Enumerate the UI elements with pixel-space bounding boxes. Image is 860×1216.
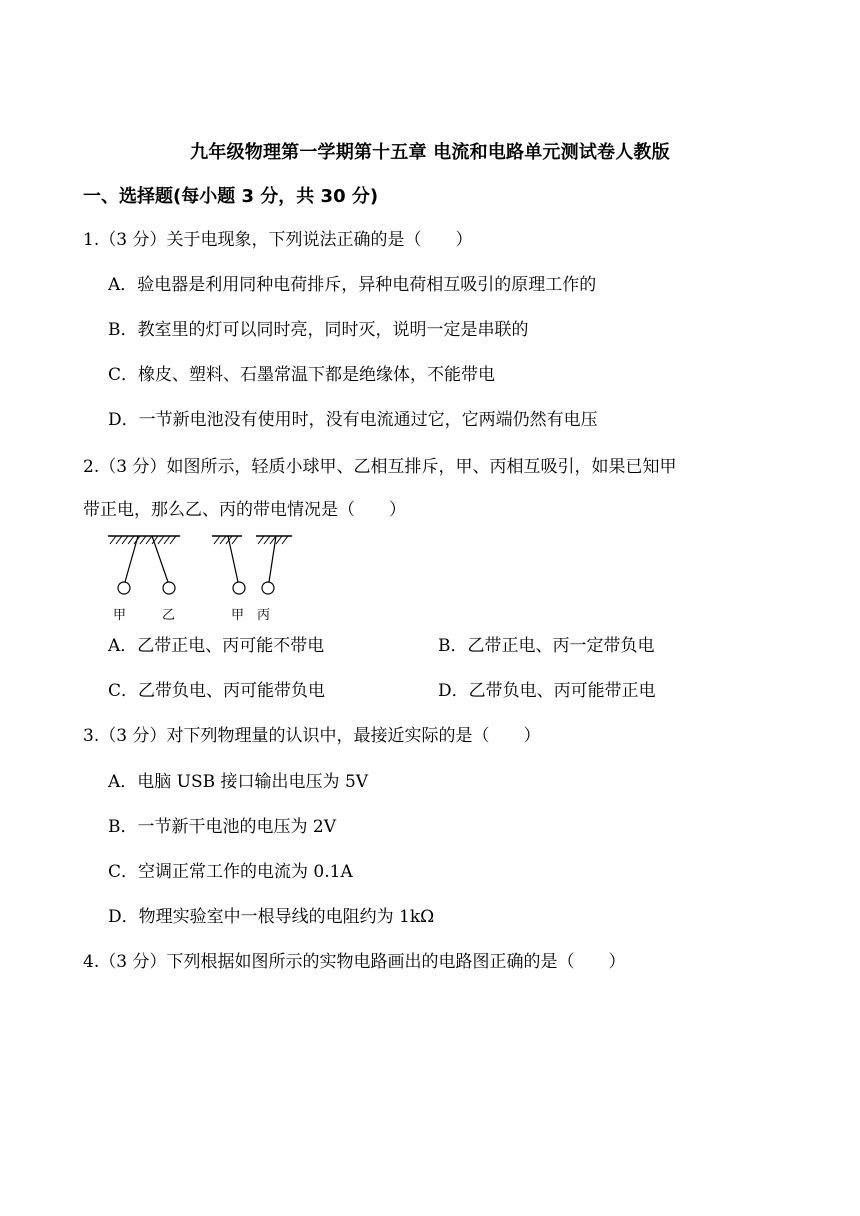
question-1-option-b: B．教室里的灯可以同时亮，同时灭，说明一定是串联的 <box>108 320 529 340</box>
pendulum-diagram <box>104 532 304 622</box>
document-title: 九年级物理第一学期第十五章 电流和电路单元测试卷人教版 <box>190 142 670 163</box>
ball-jia-1 <box>118 582 130 594</box>
charged-balls-figure <box>104 532 304 622</box>
question-3-option-d: D．物理实验室中一根导线的电阻约为 1kΩ <box>108 907 435 927</box>
question-2-stem-line-2: 带正电，那么乙、丙的带电情况是（ ） <box>83 500 406 520</box>
question-3-option-b: B．一节新干电池的电压为 2V <box>108 817 336 837</box>
ball-yi <box>163 582 175 594</box>
question-2-stem-line-1: 2.（3 分）如图所示，轻质小球甲、乙相互排斥，甲、丙相互吸引，如果已知甲 <box>83 457 677 477</box>
ball-jia-2 <box>233 582 245 594</box>
label-jia-1: 甲 <box>113 608 127 623</box>
label-jia-2: 甲 <box>231 608 245 623</box>
question-1-option-c: C．橡皮、塑料、石墨常温下都是绝缘体，不能带电 <box>108 365 496 385</box>
question-2-option-a: A．乙带正电、丙可能不带电 <box>108 636 325 656</box>
question-3-option-a: A．电脑 USB 接口输出电压为 5V <box>108 772 369 792</box>
question-4-stem: 4.（3 分）下列根据如图所示的实物电路画出的电路图正确的是（ ） <box>83 952 626 972</box>
question-3-stem: 3.（3 分）对下列物理量的认识中，最接近实际的是（ ） <box>83 726 541 746</box>
label-yi: 乙 <box>162 608 176 623</box>
question-2-option-b: B．乙带正电、丙一定带负电 <box>438 636 655 656</box>
label-bing: 丙 <box>257 608 271 623</box>
question-1-option-a: A．验电器是利用同种电荷排斥，异种电荷相互吸引的原理工作的 <box>108 275 597 295</box>
ball-bing <box>262 582 274 594</box>
question-1-stem: 1.（3 分）关于电现象，下列说法正确的是（ ） <box>83 230 473 250</box>
section-heading: 一、选择题(每小题 3 分，共 30 分) <box>83 186 379 207</box>
question-1-option-d: D．一节新电池没有使用时，没有电流通过它，它两端仍然有电压 <box>108 410 598 430</box>
question-3-option-c: C．空调正常工作的电流为 0.1A <box>108 862 353 882</box>
question-2-option-d: D．乙带负电、丙可能带正电 <box>438 681 656 701</box>
question-2-option-c: C．乙带负电、丙可能带负电 <box>108 681 326 701</box>
